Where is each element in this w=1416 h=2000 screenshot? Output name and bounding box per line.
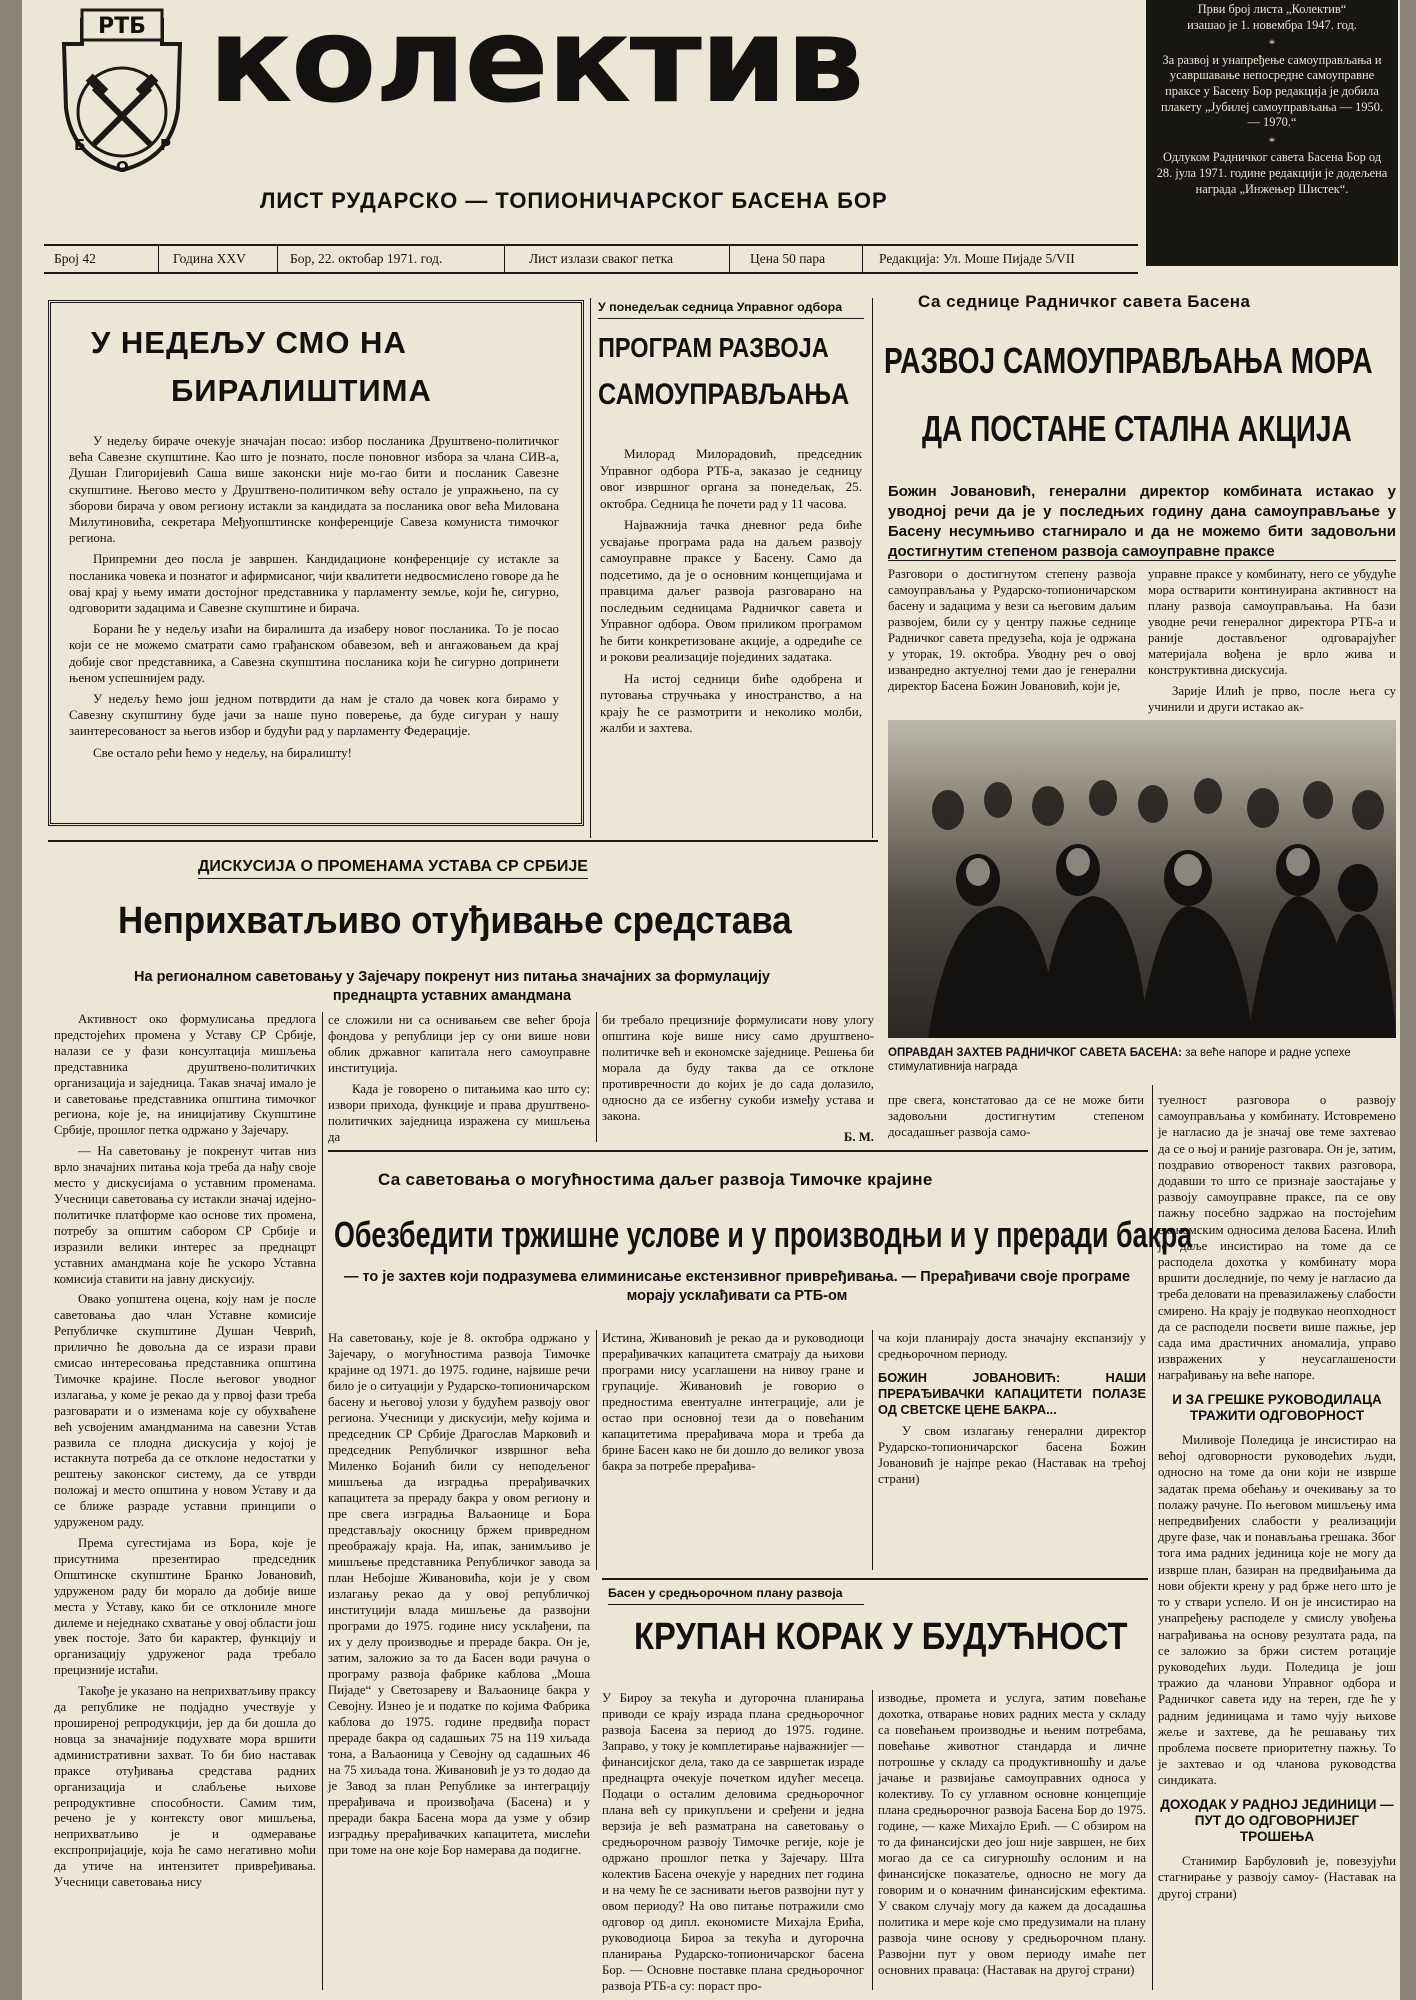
article-body [328, 1012, 590, 1150]
audience-photo-icon [888, 720, 1396, 1038]
article-kicker: У понедељак седница Управног одбора [598, 300, 843, 314]
paragraph: Најважнија тачка дневног реда биће усвајање програма рада на даљем развоју самоуправне праксе у Басену. Само да подсетимо, да је о основним концепцијама и правцима даљег развоја разговарано на последњим седницама Радничког савета и Управног одбора. Овом приликом програмом ће бити конкретизоване акције, а одредиће се и рокови реализације појединих задатака. [600, 517, 862, 664]
column-divider [596, 1012, 597, 1142]
column-divider [872, 1330, 873, 1570]
box-line: За развој и унапређење самоуправљања и усавршавање непосредне самоуправне праксе у Басену Бор редакција је добила плакету „Јубилеј самоуправљања — 1950. — 1970.“ [1160, 52, 1384, 130]
box-line: Први број листа „Колектив“ [1197, 2, 1347, 16]
logo-ring-letter: Б [74, 136, 86, 154]
council-meeting-photo [888, 720, 1396, 1038]
box-line: * [1268, 134, 1276, 149]
paragraph: Активност око формулисања предлога предстојећих промена у Уставу СР Србије, налази се у фази консултација мишљења представника друштвено-политичких организација и заједница. Такав значај имало је и саветовање представника општина тимочког региона, које је, на иницијативу Скупштине Србије, прошлог петка одржано у Зајечару. [54, 1012, 316, 1138]
paragraph: Милорад Милорадовић, председник Управног одбора РТБ-а, заказао је седницу овог извршног органа за понедељак, 25. октобра. Седница ће почети рад у 11 часова. [600, 446, 862, 511]
article-title: Неприхватљиво отуђивање средстава [118, 900, 792, 942]
paragraph: У свом излагању генерални директор Рударско-топионичарског басена Божин Јовановић је најпре рекао (Наставак на трећој страни) [878, 1424, 1146, 1486]
kicker-rule [608, 1604, 864, 1605]
article-subtitle: — то је захтев који подразумева елиминисање екстензивног привређивања. — Прерађивачи своје програме морају усклађивати са РТБ-ом [343, 1269, 1131, 1304]
article-body [600, 446, 862, 742]
kicker-rule [598, 318, 864, 319]
author-signature: Б. М. [843, 1130, 874, 1144]
logo [52, 8, 192, 178]
editorial-address: Редакција: Ул. Моше Пијаде 5/VII [879, 251, 1075, 266]
box-line: Одлуком Радничког савета Басена Бор од 28. јула 1971. године редакцији је додељена награда „Инжењер Шистек“. [1156, 150, 1388, 196]
subheading: ДОХОДАК У РАДНОЈ ЈЕДИНИЦИ — ПУТ ДО ОДГОВОРНИЈЕГ ТРОШЕЊА [1160, 1796, 1394, 1844]
paragraph: У недељу ћемо још једном потврдити да нам је стало да човек кога бирамо у Савезну скупштину буде јачи за наше пуно поверење, да буде сигуран у нашу заинтересованост за његов избор и будући рад у парламенту Федерације. [69, 692, 559, 739]
logo-ring-letter: Р [160, 136, 171, 154]
paragraph: Овако уопштена оцена, коју нам је после саветовања дао члан Уставне комисије Републичке скупштине Душан Чеврић, прилично ће довољна да се изрази прави смисао интересовања представника општина Тимочке крајине. После његовог уводног излагања, у коме је рекао да у првој фази треба разговарати и о изменама које су обухваћене већ усвојеним амандманима на савезни Устав развила се плодна дискусија у којој је истакнута потреба да се отклоне недостатки у рештењу законског систему, да се утврди положај и место општина у новом Уставу и да се ближе разраде уставни принципи о удруженом раду. [54, 1292, 316, 1530]
issue-date: Бор, 22. октобар 1971. год. [278, 246, 505, 272]
article-body [1158, 1092, 1396, 1907]
issue-number: Број 42 [44, 246, 159, 272]
paragraph: управне праксе у комбинату, него се убудуће мора остварити континуирана активност на плану развоја самоуправљања. На бази уводне речи генералног директора РТБ-а и раније достављеног одговарајућег материјала вођена је врло жива и конструктивна дискусија. [1148, 567, 1396, 677]
paragraph: — На саветовању је покренут читав низ врло значајних питања која треба да нађу своје место у дискусијама о уставним променама. Учесници саветовања су истакли значај идејно-политичке платформе као основе тих промена, потребу за општим сабором СР Србије и изразили велики интерес за преднацрт уставних амандмана које ће ускоро Уставна комисија ставити на јавну дискусију. [54, 1144, 316, 1286]
article-body [878, 1330, 1146, 1492]
article-title: БИРАЛИШТИМА [171, 373, 432, 408]
photo-caption [888, 1046, 1396, 1074]
article-body: пре свега, констатовао да се не може бити задовољни достигнутим степеном досадашњег развоја само- [888, 1093, 1144, 1139]
article-title: КРУПАН КОРАК У БУДУЋНОСТ [634, 1616, 1128, 1658]
logo-text: РТБ [98, 14, 146, 39]
article-title: РАЗВОЈ САМОУПРАВЉАЊА МОРА [884, 340, 1373, 381]
article-body [54, 1012, 316, 1896]
subheading: БОЖИН ЈОВАНОВИЋ: НАШИ ПРЕРАЂИВАЧКИ КАПАЦИТЕТИ ПОЛАЗЕ ОД СВЕТСКЕ ЦЕНЕ БАКРА... [878, 1370, 1146, 1417]
paragraph: Све остало рећи ћемо у недељу, на биралишту! [93, 745, 352, 760]
box-line: изашао је 1. новембра 1947. год. [1187, 17, 1357, 32]
frequency: Лист излази сваког петка [505, 246, 730, 272]
article-body: Истина, Живановић је рекао да и руководиоци прерађивачких капацитета сматрају да њихови програми нису усаглашени на нивоу гране и групације. Живановић је говорио о предностима евентуалне интеграције, али је остао при основној тези да о повећаним капацитетима прерађивача мора и треба да брине Басен како не би дошло до великог увоза бакра за потребе прерађива- [602, 1331, 864, 1473]
paragraph: Борани ће у недељу изаћи на биралишта да изаберу новог посланика. То је посао који се не можемо сматрати само грађанском обавезом, већ и ангажовањем да крај добије свог представника, а Савезна скупштина посланика који ће сигурно допринети њеном успешнијем раду. [69, 622, 559, 685]
lead-rule [888, 560, 1396, 561]
article-body: На саветовању, које је 8. октобра одржано у Зајечару, о могућностима развоја Тимочке крајине од 1971. до 1975. године, највише речи било је о ситуацији у Рударско-топионичарском басену и његовој улози у будућем развоју овог региона. Учесници у дискусији, међу којима и председник СР Србије Драгослав Марковић и председник Републичког извршног већа Миленко Бојанић били су неподељеног мишљења да изградња прерађивачких капацитета за прераду бакра у овом региону и пре свега изградња Ваљаонице и Бора представљају окосницу бржем привредном преображају краја. На, ипак, занимљиво је мишљење представника Републичког завода за план Небојше Живановића, који је у свом излагању рекао да у овој републичкој институцији влада мишљење да развојни програми до 1975. године нису усклађени, па их у делу производње и прераде бакра. Он је, затим, заложио за то да Басен води рачуна о програму развоја фабрике каблова „Моша Пијаде“ у Светозареву и Ваљаонице бакра у Севојну. Изнео је и податке по којима Фабрика каблова до 1975. године предвиђа пораст прераде бакра од садашњих 75 на 119 хиљада тона, а Ваљаоница у Севојну од садашњих 46 на 75 хиљада тона. Живановић је уз то додао да је Завод за план Републике за интеграцију прерађивача и произвођача (Басена) и у преради бакра Басена мора да узме у обзир изградњу прерађивачких капацитета, мислећи при томе на оне које Бор намерава да подигне. [328, 1331, 590, 1857]
section-rule [328, 1150, 1148, 1152]
article-title: У НЕДЕЉУ СМО НА [91, 325, 407, 360]
paragraph: Такође је указано на неприхватљиву праксу да републике не подјадно учествује у проширеној репродукцији, јер да би дошла до новца за значајније подухвате мора вршити административни захват. То би био наставак праксе отуђивања средстава радних организација и слабљење њихове репродуктивне способности. Самим тим, речено је у контексту овог мишљења, неприхватљиво је и одмеравање експропријације, која ће само негативно моћи да утиче на интензитет привређивања. Учесници саветовања нису [54, 1684, 316, 1890]
paragraph: би требало прецизније формулисати нову улогу општина које више нису само друштвено-политичке већ и економске заједнице. Решења би морала да буду таква да се отклоне противречности до којих је до сада долазило, односно да се избегну сукоби између устава и закона. [602, 1013, 874, 1123]
subheading: И ЗА ГРЕШКЕ РУКОВОДИЛАЦА ТРАЖИТИ ОДГОВОРНОСТ [1172, 1391, 1382, 1423]
article-kicker: ДИСКУСИЈА О ПРОМЕНАМА УСТАВА СР СРБИЈЕ [198, 858, 588, 879]
newspaper-subtitle: ЛИСТ РУДАРСКО — ТОПИОНИЧАРСКОГ БАСЕНА БОР [260, 188, 888, 213]
paragraph: Миливоје Поледица је инсистирао на већој одговорности руководећих људи, односно на томе да они који не изврше задатак према обећању и очекивању за то полажу рачуне. По његовом мишљењу има непредвиђених слабости у реализацији друге фазе, чак и понављања грешака. Због тога има радних јединица које не могу да изврше план, базиран на предвиђањима да нови објекти крену у рад брже него што је то у ствари успело. И он је инсистирао на унапређењу расподеле у смислу увођења награђивања на основу резултата рада, па се заложио за бржи систем ротације руководећих људи. Поледица је још тражио да чланови Управног одбора и Радничког савета иду на терен, где ће у радним јединицама и тамо чују њихове жеље и захтеве, да ће решавању тих проблема посвете приоритетну пажњу. То је захтевао и од чланова руководства синдиката. [1158, 1433, 1396, 1788]
caption-bold: ОПРАВДАН ЗАХТЕВ РАДНИЧКОГ САВЕТА БАСЕНА: [888, 1047, 1182, 1059]
article-body: Разговори о достигнутом степену развоја самоуправљања у Рударско-топионичарском басену и задацима у вези са његовим даљим развојем, били су у центру пажње седнице Радничког савета предузећа, која је одржана у уторак, 19. октобра. Уводну реч о овој изванредно актуелној теми дао је генерални директор Басена Божин Јовановић, који је, [888, 567, 1136, 693]
paragraph: Према сугестијама из Бора, које је присутнима презентирао председник Општинске скупштине Бранко Јовановић, удруженом раду би морало да добије више места у Уставу, како би се отклониле многе дилеме и неједнако схватање у овој области још увек постоје. Зато би карактер, функцију и организацију удруженог рада требало прецизније истаћи. [54, 1536, 316, 1678]
section-rule [602, 1578, 1148, 1580]
history-box [1146, 0, 1398, 266]
paragraph: ча који планирају доста значајну експанзију у средњорочном периоду. [878, 1331, 1146, 1361]
price: Цена 50 пара [730, 246, 863, 272]
article-kicker: Са саветовања о могућностима даљег развоја Тимочке крајине [378, 1170, 933, 1189]
column-divider [322, 1012, 323, 1990]
volume: Година XXV [159, 246, 278, 272]
paragraph: туелност разговора о развоју самоуправљања у комбинату. Истовремено је нагласио да је значај ове теме захтевао да се о њој и раније разговара. Он је, затим, поздравио отвореност таквих разговора, додавши то што се признаје заостајање у развоју самоуправне праксе, па се ову пажњу посебно задржао на постојећим економским односима делова Басена. Илић је даље инсистирао на томе да се расподела дохотка у комбинату мора вршити доследније, по чему је нагласио да треба деловати на превазилажењу слабости смирено. На крају је подвукао неопходност да се расподели посвети више пажње, јер сада има драстичних аномалија, управо извражених у неусаглашености награђивању на веће напоре. [1158, 1093, 1396, 1383]
article-subtitle: На регионалном саветовању у Зајечару покренут низ питања значајних за формулацију преднацрта уставних амандмана [134, 969, 770, 1004]
column-divider [596, 1330, 597, 1570]
paragraph: Станимир Барбуловић је, повезујући стагнирање у развоју самоу- (Наставак на другој страни) [1158, 1854, 1396, 1901]
article-body [69, 433, 559, 766]
newspaper-title: колектив [208, 0, 863, 129]
article-body: изводње, промета и услуга, затим повећање дохотка, отварање нових радних места у складу са повећањем производње и њеним потребама, повећање животног стандарда и личне потрошње у складу са продуктивношћу и даље јачање и развијање самоуправних односа у колективу. То су углавном основне концепције плана средњорочног развоја Басена Бор до 1975. године, — каже Михајло Ерић. — С обзиром на то да финансијски део још није завршен, не бих могао да се са сигурношћу ослоним и на финансијске показатеље, односно не могу да говорим и о коначним финансијским ефектима. У сваком случају могу да кажем да досадашња политика и мере које смо предузимали на плану развоја чине основу у средњорочном плану. Развојни пут у овом периоду имаће пет основних праваца: (Наставак на другој страни) [878, 1691, 1146, 1977]
article-kicker: Басен у средњорочном плану развоја [608, 1586, 843, 1600]
paragraph: У недељу бираче очекује значајан посао: избор посланика Друштвено-политичког већа Савезне скупштине. Као што је познато, после поновног избора за члана СИВ-а, Душан Глигоријевић Саша више законски није мо-гао бити и посланик Савезне скупштине. Његово место у Друштвено-политичком већу остало је упражњено, па су зборови бирача у овом региону истакли за кандидата за посланика овог већа Милована Милутиновића, секретара Међуопштинске конференције Савеза комуниста тимочког региона. [69, 434, 559, 546]
paragraph: Зарије Илић је прво, после њега су учинили и други истакао ак- [1148, 684, 1396, 714]
article-title: ДА ПОСТАНЕ СТАЛНА АКЦИЈА [922, 408, 1352, 449]
paragraph: Припремни део посла је завршен. Кандидационе конференције су истакле за посланика човека и познатог и афирмисаног, чији квалитети недвосмислено говоре да ће овај крај у њему имати достојног представника у парламенту земље, који ће, сигурно, одговорити задацима и Савезне скупштине и бирача. [69, 552, 559, 616]
paragraph: се сложили ни са оснивањем све већег броја фондова у републици јер су они више нови облик државног капитала него самоуправне институција. [328, 1013, 590, 1075]
box-line: * [1268, 37, 1276, 52]
article-lead: Божин Јовановић, генерални директор комбината истакао у уводној речи да је у последњих годину дана самоуправљање у Басену несумњиво стагнирало и да не можемо бити задовољни достигнутим степеном развоја самоуправне праксе [888, 483, 1396, 560]
section-rule [48, 840, 878, 842]
article-title: ПРОГРАМ РАЗВОЈА [598, 332, 829, 363]
column-divider [872, 298, 873, 838]
article-title: Обезбедити тржишне услове и у производњи и у преради бакра [334, 1214, 1193, 1255]
paragraph: На истој седници биће одобрена и путовања стручњака у иностранство, а на крају ће се размотрити и неколико молби, жалби и захтева. [600, 670, 862, 735]
article-title: САМОУПРАВЉАЊА [598, 378, 850, 411]
election-article [48, 300, 584, 826]
article-body [602, 1012, 874, 1150]
article-kicker: Са седнице Радничког савета Басена [918, 292, 1251, 311]
logo-ring-letter: О [116, 158, 129, 176]
newspaper-page [22, 0, 1400, 2000]
column-divider [590, 298, 591, 838]
article-body [1148, 566, 1396, 720]
info-bar [44, 244, 1138, 274]
article-body: У Бироу за текућа и дугорочна планирања приводи се крају израда плана средњорочног развоја Басена за период до 1975. године. Заправо, у току је комплетирање најважнијег — финансијског дела, тако да се завршетак израде преднацрта очекује почетком идућег месеца. Подаци о осталим деловима средњорочног плана већ су прикупљени и сређени и једна верзија је већ разматрана на саветовању о средњорочном развоју Тимочке регије, које је одржано прошлог петка у Зајечару. Шта колектив Басена очекује у наредних пет година и на чему ће се заснивати његов развојни пут у овом периоду? На ово питање потражили смо одговор од дипл. економисте Михајла Ерића, руководиоца Бироа за текућа и дугорочна планирања Рударско-топионичарског басена Бор. — Основне поставке плана средњорочног развоја РТБ-а су: пораст про- [602, 1691, 864, 1993]
paragraph: Када је говорено о питањима као што су: извори прихода, функције и права друштвено-политичких заједница изражена су мишљења да [328, 1082, 590, 1144]
column-divider [872, 1690, 873, 1990]
caption-text: за веће напоре и радне успехе стимулативнија награда [888, 1047, 1351, 1073]
